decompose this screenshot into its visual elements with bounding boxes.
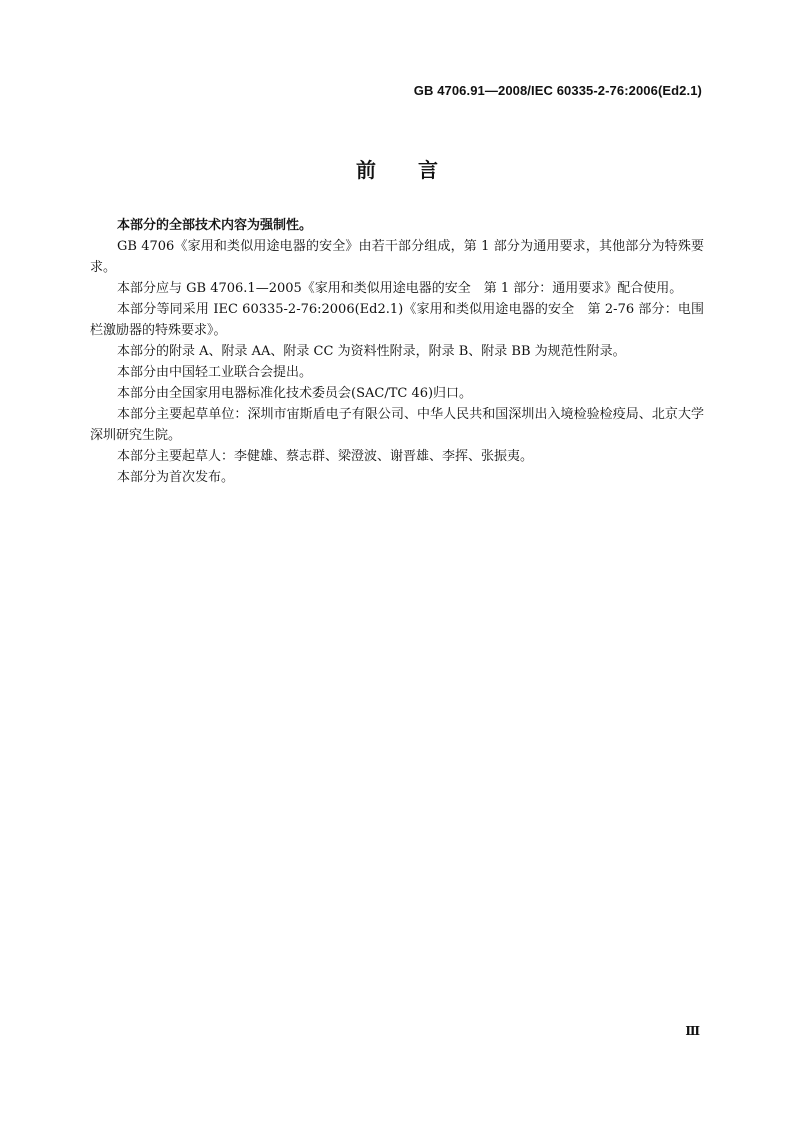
title-second-character: 言 (418, 158, 438, 182)
mandatory-content-statement: 本部分的全部技术内容为强制性。 (117, 218, 313, 233)
title-first-character: 前 (356, 158, 376, 182)
series-description-paragraph: GB 4706《家用和类似用途电器的安全》由若干部分组成，第 1 部分为通用要求，其他部分为特殊要求。 (90, 239, 704, 275)
foreword-content (90, 215, 704, 488)
standard-code-header: GB 4706.91—2008/IEC 60335-2-76:2006(Ed2.1) (413, 83, 702, 98)
administration-paragraph: 本部分由全国家用电器标准化技术委员会(SAC/TC 46)归口。 (117, 386, 473, 401)
proposer-paragraph: 本部分由中国轻工业联合会提出。 (117, 365, 313, 380)
usage-reference-paragraph: 本部分应与 GB 4706.1—2005《家用和类似用途电器的安全 第 1 部分：通用要求》配合使用。 (117, 281, 683, 296)
page-title (0, 154, 794, 183)
drafting-units-paragraph: 本部分主要起草单位：深圳市宙斯盾电子有限公司、中华人民共和国深圳出入境检验检疫局、北京大学深圳研究生院。 (90, 407, 704, 443)
appendix-paragraph: 本部分的附录 A、附录 AA、附录 CC 为资料性附录，附录 B、附录 BB 为规范性附录。 (117, 344, 626, 359)
adoption-paragraph: 本部分等同采用 IEC 60335-2-76:2006(Ed2.1)《家用和类似用途电器的安全 第 2-76 部分：电围栏激励器的特殊要求》。 (90, 302, 704, 338)
page-number: Ⅲ (685, 1024, 700, 1038)
drafters-paragraph: 本部分主要起草人：李健雄、蔡志群、梁澄波、谢晋雄、李挥、张振夷。 (117, 449, 534, 464)
first-release-paragraph: 本部分为首次发布。 (117, 470, 235, 485)
